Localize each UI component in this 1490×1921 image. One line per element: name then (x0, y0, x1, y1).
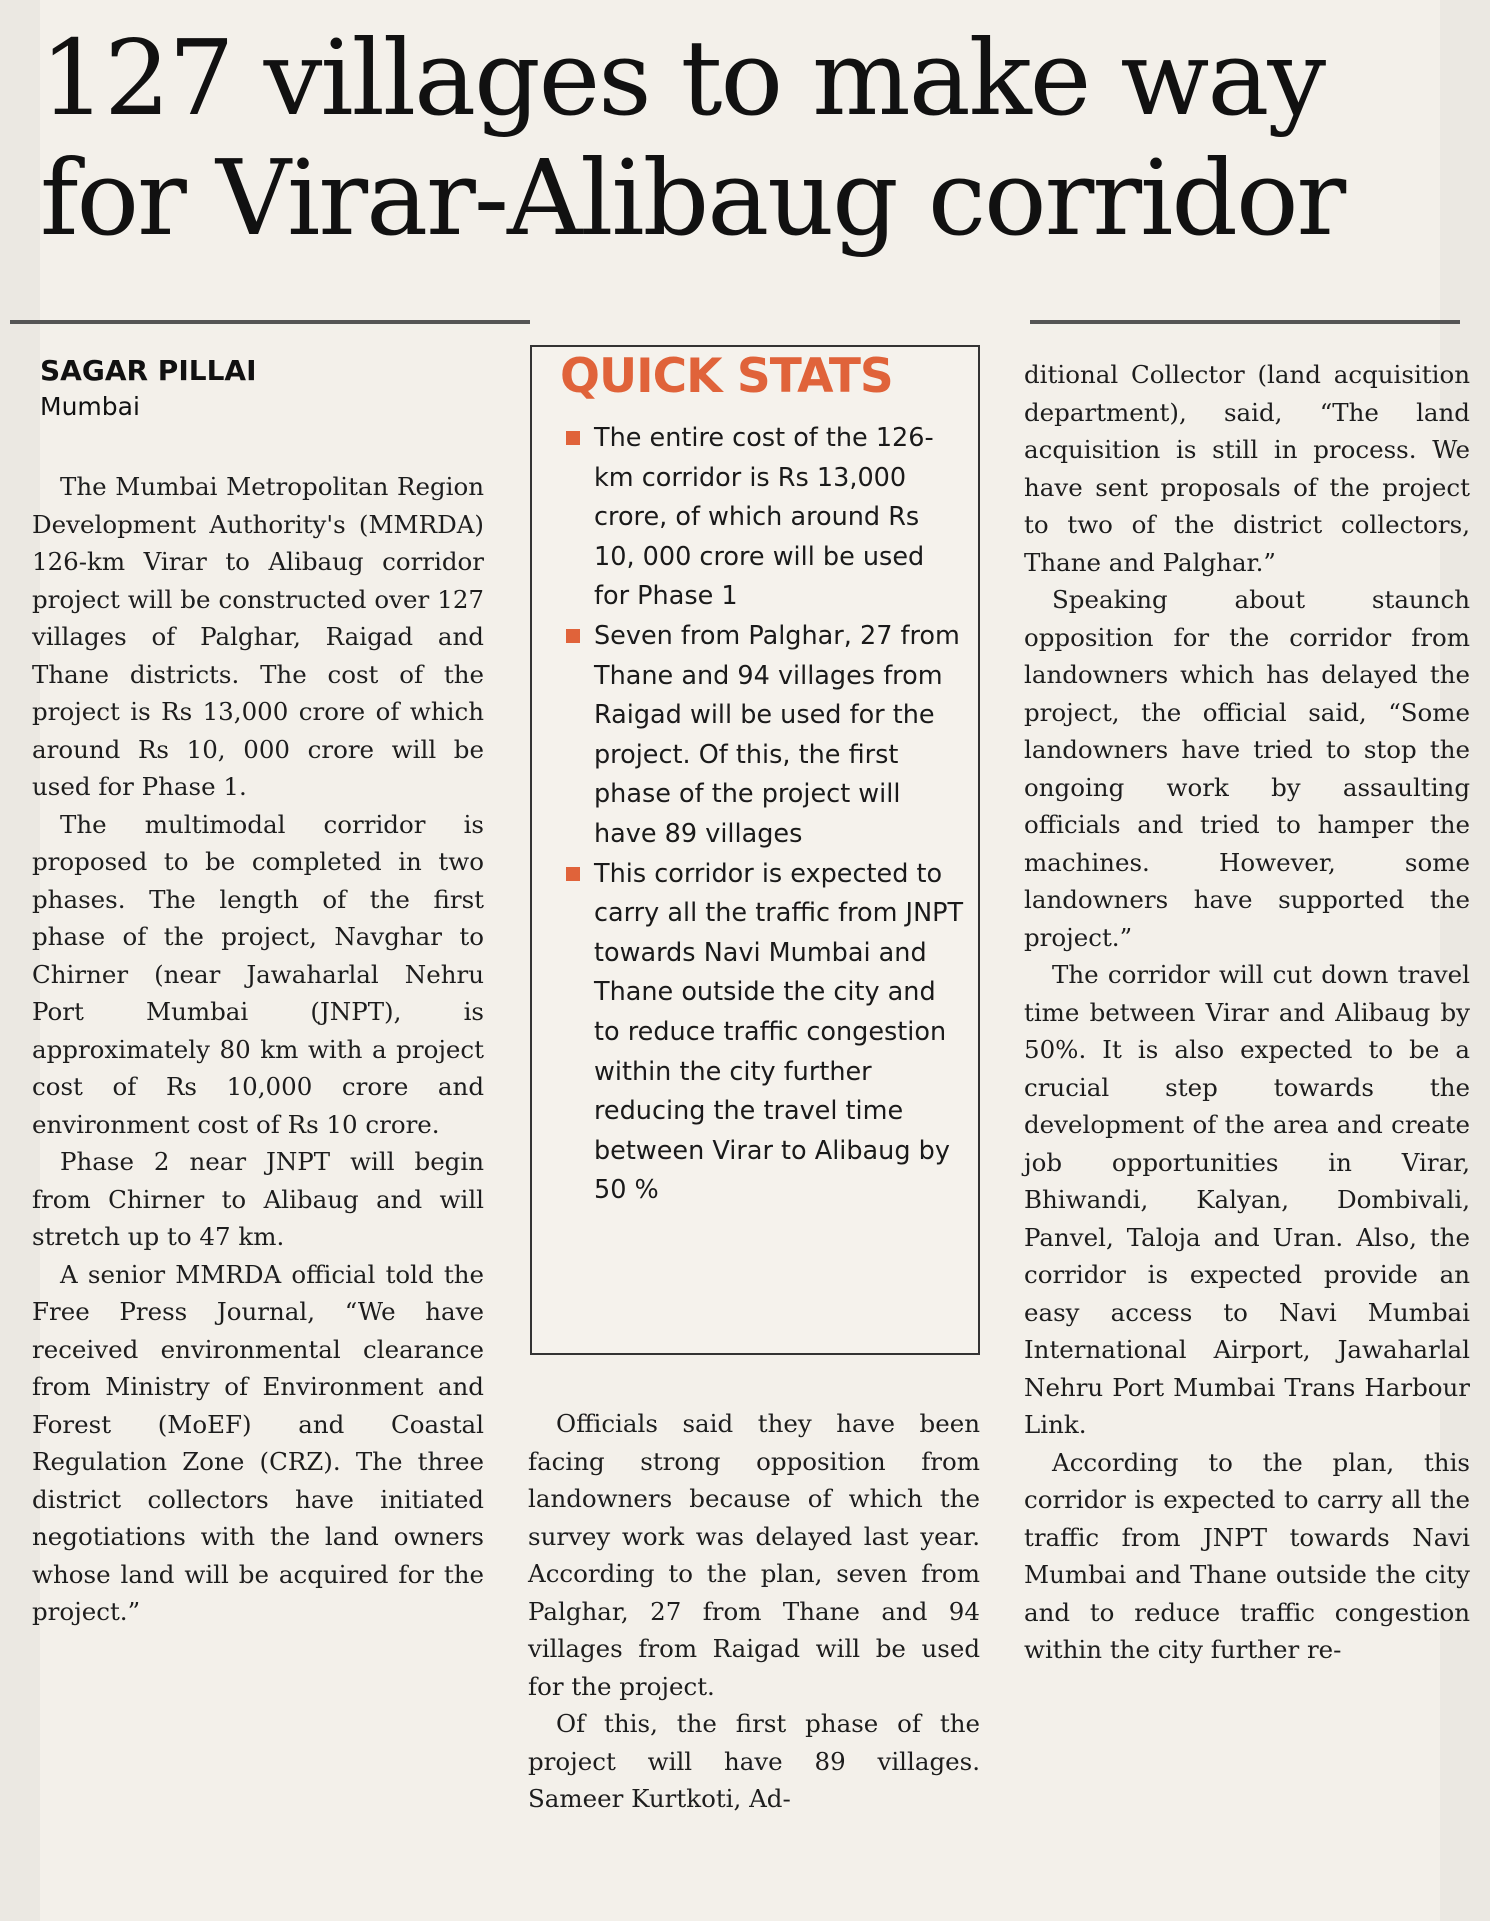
section-rule-left (10, 320, 530, 324)
paragraph: Of this, the first phase of the project will have 89 villages. Sameer Kurtkoti, Ad- (528, 1709, 980, 1813)
square-bullet-icon (566, 431, 580, 445)
quick-stats-item (564, 855, 964, 1211)
paragraph: The corridor will cut down travel time between Virar and Alibaug by 50%. It is also expected to be a crucial step towards the development of the area and create job opportunities in Virar, Bhiwandi, Kalyan, Dombivali, Panvel, Taloja and Uran. Also, the corridor is expected provide an easy access to Navi Mumbai International Airport, Jawaharlal Nehru Port Mumbai Trans Harbour Link. (1024, 960, 1470, 1439)
quick-stats-box (530, 345, 980, 1355)
headline: 127 villages to make way for Virar-Alibaug corridor (40, 17, 1345, 259)
paragraph: ditional Collector (land acquisition department), said, “The land acquisition is still in process. We have sent proposals of the project to two of the district collectors, Thane and Palghar.” (1024, 360, 1470, 577)
square-bullet-icon (566, 629, 580, 643)
paragraph: The multimodal corridor is proposed to be completed in two phases. The length of the first phase of the project, Navghar to Chirner (near Jawaharlal Nehru Port Mumbai (JNPT), is approximately 80 km with a project cost of Rs 10,000 crore and environment cost of Rs 10 crore. (32, 809, 484, 1139)
quick-stats-item-text: The entire cost of the 126-km corridor is Rs 13,000 crore, of which around Rs 10, 000 crore will be used for Phase 1 (594, 423, 934, 612)
article-column-3 (1024, 356, 1470, 1669)
paragraph: A senior MMRDA official told the Free Press Journal, “We have received environmental clearance from Ministry of Environment and Forest (MoEF) and Coastal Regulation Zone (CRZ). The three district collectors have initiated negotiations with the land owners whose land will be acquired for the project.” (32, 1259, 484, 1626)
byline-author: SAGAR PILLAI (40, 354, 257, 387)
quick-stats-item (564, 617, 964, 855)
quick-stats-item (564, 419, 964, 617)
quick-stats-item-text: This corridor is expected to carry all the traffic from JNPT towards Navi Mumbai and Thane outside the city and to reduce traffic congestion within the city further reducing the travel time between Virar to Alibaug by 50 % (594, 858, 964, 1206)
article-column-1 (32, 468, 484, 1631)
article-column-2 (528, 1405, 980, 1818)
paragraph: The Mumbai Metropolitan Region Development Authority's (MMRDA) 126-km Virar to Alibaug corridor project will be constructed over 127 villages of Palghar, Raigad and Thane districts. The cost of the project is Rs 13,000 crore of which around Rs 10, 000 crore will be used for Phase 1. (32, 472, 484, 801)
paragraph: Officials said they have been facing strong opposition from landowners because of which the survey work was delayed last year. According to the plan, seven from Palghar, 27 from Thane and 94 villages from Raigad will be used for the project. (528, 1409, 980, 1701)
paragraph: Speaking about staunch opposition for the corridor from landowners which has delayed the project, the official said, “Some landowners have tried to stop the ongoing work by assaulting officials and tried to hamper the machines. However, some landowners have supported the project.” (1024, 585, 1470, 952)
square-bullet-icon (566, 867, 580, 881)
paragraph: According to the plan, this corridor is expected to carry all the traffic from JNPT towards Navi Mumbai and Thane outside the city and to reduce traffic congestion within the city further re- (1024, 1447, 1470, 1664)
quick-stats-list (564, 419, 964, 1211)
quick-stats-item-text: Seven from Palghar, 27 from Thane and 94 villages from Raigad will be used for the project. Of this, the first phase of the project will have 89 villages (594, 620, 960, 849)
quick-stats-title: QUICK STATS (560, 349, 893, 404)
paragraph: Phase 2 near JNPT will begin from Chirner to Alibaug and will stretch up to 47 km. (32, 1147, 484, 1251)
byline-place: Mumbai (40, 392, 140, 421)
section-rule-right (1030, 320, 1460, 324)
